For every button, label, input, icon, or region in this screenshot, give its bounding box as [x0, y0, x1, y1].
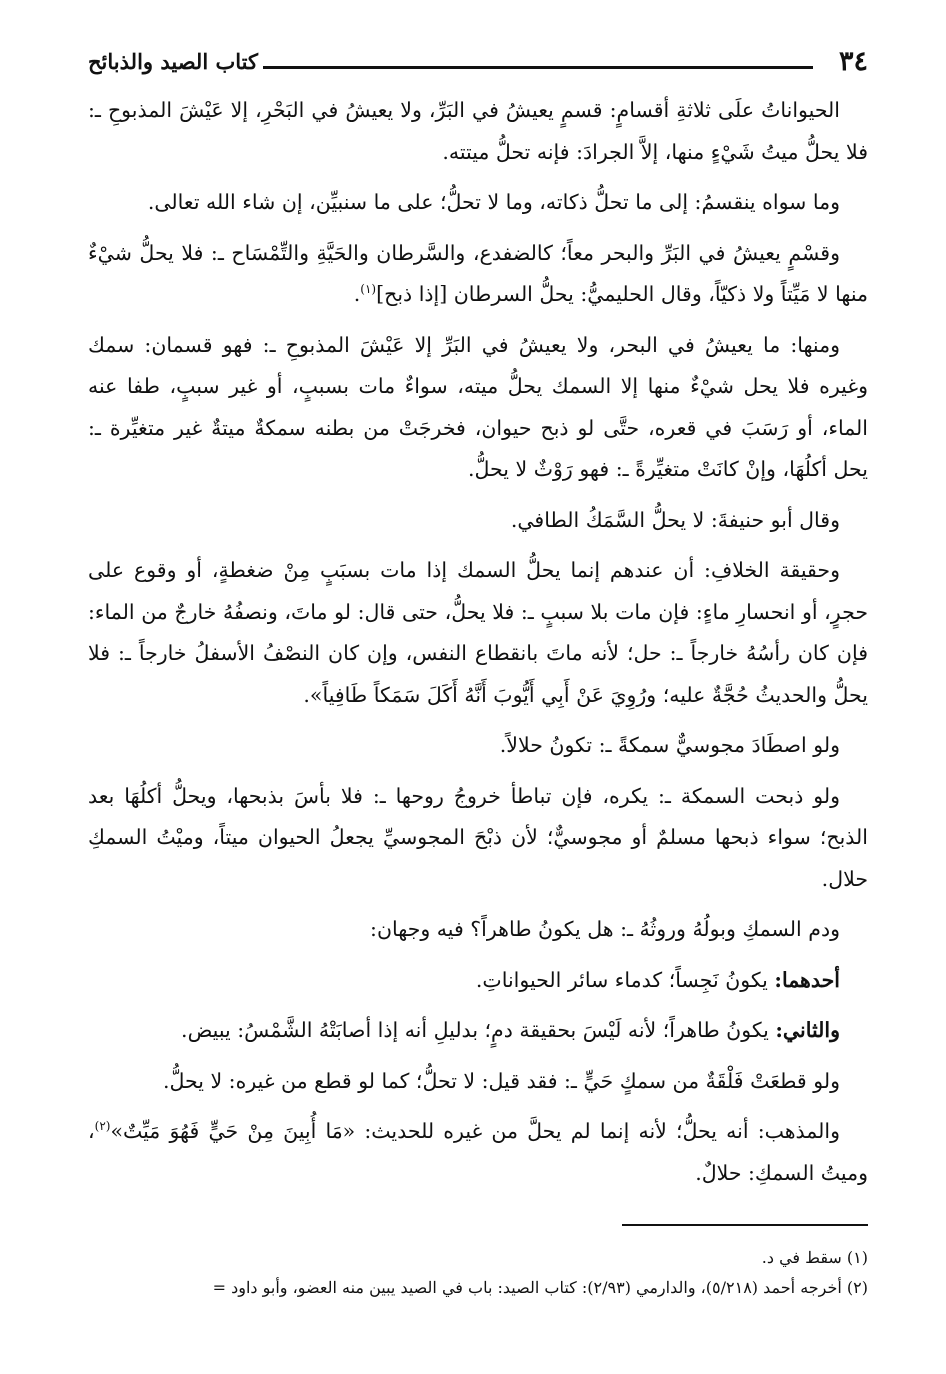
header-rule — [263, 66, 813, 69]
paragraph — [88, 909, 868, 951]
paragraph-text: يكونُ نَجِساً؛ كدماء سائر الحيواناتِ. — [475, 967, 775, 992]
paragraph — [88, 325, 868, 491]
paragraph — [88, 500, 868, 542]
paragraph-text: وقسْمٍ يعيشُ في البَرِّ والبحر معاً؛ كالضفدع، والسَّرطان والحَيَّةِ والتِّمْسَاح ـ: فلا يحلُّ شيْءٌ منها لا مَيِّتاً ولا ذكيّاً، وقال الحليميُّ: يحلُّ السرطان [إذا ذبح] — [88, 240, 868, 306]
paragraph — [88, 1111, 868, 1194]
paragraph — [88, 233, 868, 316]
footnotes — [55, 1243, 868, 1303]
page-number: ٣٤ — [838, 46, 868, 77]
main-text — [88, 90, 868, 1203]
footnote-reference[interactable]: (١) — [360, 282, 377, 297]
footnote-reference[interactable]: (٢) — [94, 1119, 111, 1134]
footnote: (١) سقط في د. — [761, 1248, 868, 1267]
paragraph-tail: ، وميتُ السمكِ: حلالٌ. — [88, 1119, 868, 1185]
paragraph-lead: والثاني: — [775, 1018, 840, 1042]
paragraph — [88, 776, 868, 901]
paragraph-text: ولو اصطَادَ مجوسيٌّ سمكةً ـ: تكونُ حلالاً. — [499, 733, 840, 757]
paragraph — [88, 960, 868, 1002]
paragraph — [88, 1010, 868, 1052]
paragraph — [88, 182, 868, 224]
paragraph — [88, 90, 868, 173]
paragraph-text: ودم السمكِ وبولُهُ وروثُهُ ـ: هل يكونُ طاهراً؟ فيه وجهان: — [370, 917, 840, 941]
page-header — [88, 44, 868, 84]
paragraph — [88, 550, 868, 716]
paragraph-text: ومنها: ما يعيشُ في البحر، ولا يعيشُ في البَرِّ إلا عَيْشَ المذبوحِ ـ: فهو قسمان: سمك وغيره فلا يحل شيْءٌ منها إلا السمك يحلُّ ميته، سواءٌ مات بسببٍ، أو غير سببٍ، طفا عنه الماء، أو رَسَبَ في قعره، حتَّى لو ذبح حيوان، فخرجَتْ من بطنه سمكةٌ ميتةٌ غير متغيِّرة ـ: يحل أكلُهَا، وإنْ كانَتْ متغيِّرةً ـ: فهو رَوْثٌ لا يحلُّ. — [88, 332, 868, 481]
paragraph-text: وما سواه ينقسمُ: إلى ما تحلُّ ذكاته، وما لا تحلُّ؛ على ما سنبيِّن، إن شاء الله تعالى. — [147, 190, 840, 214]
paragraph — [88, 725, 868, 767]
running-title: كتاب الصيد والذبائح — [88, 49, 258, 74]
paragraph-text: ولو ذبحت السمكة ـ: يكره، فإن تباطأ خروجُ روحها ـ: فلا بأسَ بذبحها، ويحلُّ أكلُهَا بعد الذبح؛ سواء ذبحها مسلمٌ أو مجوسيٌّ؛ لأن ذبْحَ المجوسيِّ يجعلُ الحيوان ميتاً، وميْتُ السمكِ حلال. — [88, 783, 868, 891]
footnote-rule — [622, 1224, 868, 1226]
paragraph-text: يكونُ طاهراً؛ لأنه لَيْسَ بحقيقة دمٍ؛ بدليلِ أنه إذا أصابَتْهُ الشَّمْسُ: يبيض. — [181, 1018, 776, 1042]
paragraph-text: والمذهب: أنه يحلُّ؛ لأنه إنما لم يحلَّ من غيره للحديث: «مَا أُبِينَ مِنْ حَيٍّ فَهُوَ مَيِّتٌ» — [110, 1119, 841, 1143]
paragraph-text: وقال أبو حنيفةَ: لا يحلُّ السَّمَكُ الطافي. — [510, 507, 840, 532]
paragraph-text: الحيواناتُ علَى ثلاثةِ أقسامٍ: قسمٍ يعيشُ في البَرِّ، ولا يعيشُ في البَحْرِ، إلا عَيْشَ المذبوحِ ـ: فلا يحلُّ ميتُ شَيْءٍ منها، إلاَّ الجرادَ: فإنه تحلُّ ميتته. — [88, 98, 868, 164]
paragraph-tail: . — [353, 282, 361, 306]
footnote: (٢) أخرجه أحمد (٥/٢١٨)، والدارمي (٢/٩٣): كتاب الصيد: باب في الصيد يبين منه العضو، وأبو داود = — [212, 1278, 868, 1297]
paragraph-text: وحقيقة الخلافِ: أن عندهم إنما يحلُّ السمك إذا مات بسبَبٍ مِنْ ضغطةٍ، أو وقوع على حجرٍ، أو انحسارِ ماءٍ: فإن مات بلا سببٍ ـ: فلا يحلُّ، حتى قال: لو ماتَ، ونصفُهُ خارجٌ من الماء: فإن كان رأسُهُ خارجاً ـ: حل؛ لأنه ماتَ بانقطاع النفس، وإن كان النصْفُ الأسفلُ خارجاً ـ: فلا يحلُّ والحديثُ حُجَّةٌ عليه؛ ورُوِيَ عَنْ أَبِي أَيُّوبَ أَنَّهُ أَكَلَ سَمَكاً طَافِياً». — [88, 558, 868, 707]
paragraph — [88, 1061, 868, 1103]
paragraph-text: ولو قطعَتْ فَلْقَةٌ من سمكٍ حَيٍّ ـ: فقد قيل: لا تحلُّ؛ كما لو قطع من غيره: لا يحلُّ. — [162, 1068, 840, 1093]
paragraph-lead: أحدهما: — [774, 967, 840, 992]
